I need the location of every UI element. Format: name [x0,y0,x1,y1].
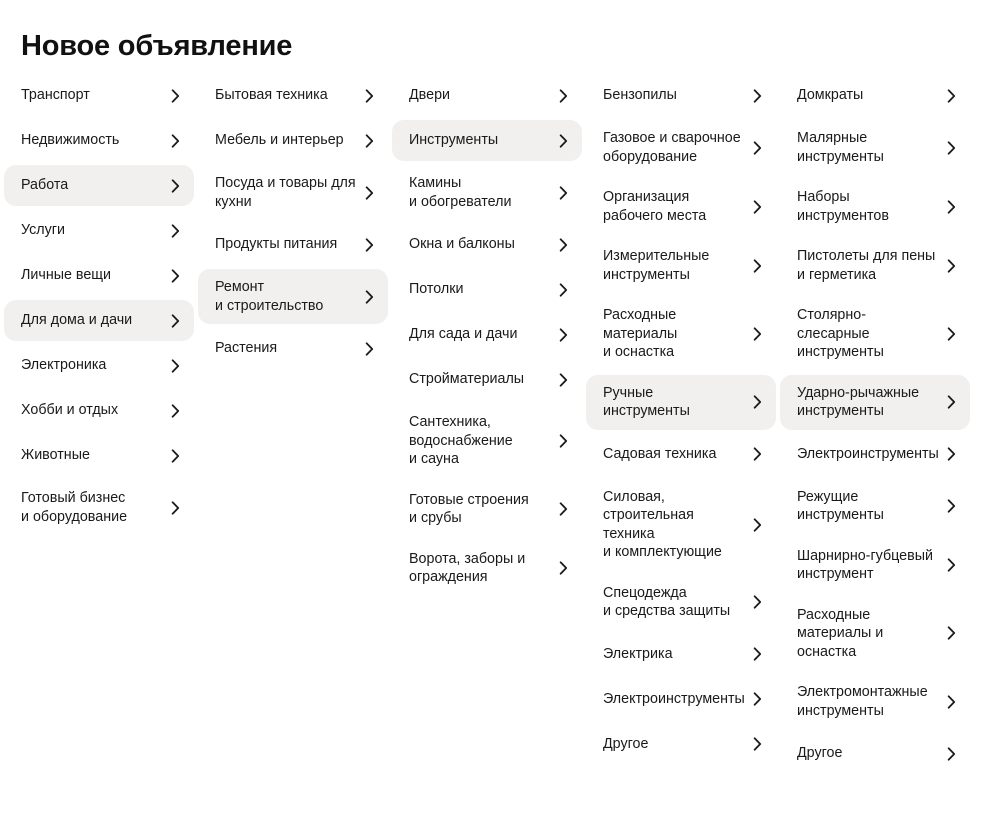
category-item[interactable] [586,679,776,720]
category-item[interactable] [780,674,970,729]
chevron-right-icon [944,259,958,273]
category-item[interactable] [780,597,970,671]
category-item-label: Ворота, заборы и ограждения [409,550,526,585]
page-title: Новое объявление [21,30,293,62]
category-column-2 [198,75,388,778]
chevron-right-icon [944,200,958,214]
chevron-right-icon [362,186,376,200]
category-columns [4,75,970,778]
chevron-right-icon [556,283,570,297]
category-item-label: Расходные материалы и оснастка [797,606,884,660]
category-item[interactable] [586,479,776,571]
category-item[interactable] [586,120,776,175]
category-item-label: Бензопилы [603,87,677,104]
chevron-right-icon [168,404,182,418]
category-item[interactable] [780,75,970,116]
chevron-right-icon [168,501,182,515]
category-item[interactable] [586,634,776,675]
chevron-right-icon [750,395,764,409]
category-item-label: Для дома и дачи [21,312,133,329]
chevron-right-icon [556,328,570,342]
category-item-label: Посуда и товары для кухни [215,175,356,210]
category-item-label: Работа [21,177,69,194]
category-item[interactable] [780,179,970,234]
chevron-right-icon [944,141,958,155]
category-item-label: Недвижимость [21,132,120,149]
chevron-right-icon [945,447,959,461]
category-item[interactable] [392,541,582,596]
category-item[interactable] [198,224,388,265]
chevron-right-icon [168,89,182,103]
category-item-label: Электроника [21,357,107,374]
category-column-4 [586,75,776,778]
chevron-right-icon [750,200,764,214]
category-item-label: Измерительные инструменты [603,248,710,283]
chevron-right-icon [751,692,765,706]
category-item-label: Для сада и дачи [409,326,518,343]
category-item[interactable] [198,120,388,161]
chevron-right-icon [944,327,958,341]
chevron-right-icon [168,269,182,283]
chevron-right-icon [944,89,958,103]
chevron-right-icon [750,595,764,609]
category-item-label: Другое [603,735,649,752]
category-item-label: Пистолеты для пены и герметика [797,248,936,283]
category-item[interactable] [586,179,776,234]
category-item-label: Сантехника, водоснабжение и сауна [409,414,513,467]
category-item[interactable] [586,238,776,293]
category-item[interactable] [4,300,194,341]
category-item-label: Другое [797,745,843,762]
category-item-label: Шарнирно-губцевый инструмент [797,547,933,582]
category-item[interactable] [586,375,776,430]
chevron-right-icon [944,695,958,709]
chevron-right-icon [750,89,764,103]
category-item-label: Окна и балконы [409,236,515,253]
category-item-label: Животные [21,447,90,464]
category-item-label: Хобби и отдых [21,402,119,419]
category-item-label: Столярно-слесарные инструменты [797,307,884,360]
category-item-label: Мебель и интерьер [215,132,344,149]
chevron-right-icon [168,449,182,463]
category-item-label: Ручные инструменты [603,384,690,419]
category-item[interactable] [780,538,970,593]
chevron-right-icon [168,314,182,328]
category-item-label: Потолки [409,281,464,298]
chevron-right-icon [944,626,958,640]
category-item[interactable] [4,75,194,116]
category-item[interactable] [586,434,776,475]
category-item-label: Газовое и сварочное оборудование [603,130,741,165]
category-item[interactable] [4,255,194,296]
category-item[interactable] [392,120,582,161]
chevron-right-icon [556,373,570,387]
category-item-label: Спецодежда и средства защиты [603,584,731,619]
chevron-right-icon [556,561,570,575]
chevron-right-icon [556,502,570,516]
category-item-label: Продукты питания [215,236,338,253]
category-item-label: Электромонтажные инструменты [797,684,928,719]
category-item-label: Личные вещи [21,267,112,284]
chevron-right-icon [556,238,570,252]
category-item[interactable] [392,482,582,537]
category-item[interactable] [392,359,582,400]
chevron-right-icon [944,558,958,572]
category-item-label: Электрика [603,645,673,662]
chevron-right-icon [362,342,376,356]
category-item[interactable] [780,297,970,371]
category-item-label: Транспорт [21,87,90,104]
category-item[interactable] [392,314,582,355]
category-item-label: Ремонт и строительство [215,279,324,314]
category-column-1 [4,75,194,778]
chevron-right-icon [750,647,764,661]
chevron-right-icon [556,89,570,103]
category-item[interactable] [392,75,582,116]
category-item-label: Режущие инструменты [797,488,884,523]
category-item[interactable] [586,75,776,116]
category-item-label: Растения [215,340,278,357]
category-item[interactable] [780,434,970,475]
category-item-label: Малярные инструменты [797,130,884,165]
category-item[interactable] [780,479,970,534]
category-item-label: Готовые строения и срубы [409,491,529,526]
category-item[interactable] [780,733,970,774]
category-item[interactable] [198,165,388,220]
category-item[interactable] [4,345,194,386]
chevron-right-icon [750,141,764,155]
category-item[interactable] [586,575,776,630]
chevron-right-icon [750,518,764,532]
category-item-label: Камины и обогреватели [409,175,512,210]
category-item-label: Садовая техника [603,445,717,462]
category-item-label: Организация рабочего места [603,189,707,224]
category-item-label: Электроинструменты [603,690,745,707]
category-item-label: Услуги [21,222,65,239]
category-item[interactable] [392,165,582,220]
category-item-label: Двери [409,87,451,104]
chevron-right-icon [168,359,182,373]
chevron-right-icon [556,186,570,200]
category-item[interactable] [780,238,970,293]
chevron-right-icon [944,395,958,409]
category-item[interactable] [4,390,194,431]
chevron-right-icon [750,737,764,751]
category-item-label: Расходные материалы и оснастка [603,307,678,360]
category-item[interactable] [198,328,388,369]
chevron-right-icon [168,134,182,148]
category-item[interactable] [4,480,194,535]
category-item-label: Бытовая техника [215,87,328,104]
category-item-label: Стройматериалы [409,371,525,388]
category-item-label: Ударно-рычажные инструменты [797,384,920,419]
category-item[interactable] [392,404,582,478]
chevron-right-icon [750,259,764,273]
chevron-right-icon [944,499,958,513]
chevron-right-icon [362,290,376,304]
category-item-label: Электроинструменты [797,445,939,462]
category-item[interactable] [392,269,582,310]
category-item[interactable] [4,165,194,206]
category-item[interactable] [586,724,776,765]
chevron-right-icon [362,89,376,103]
category-item[interactable] [586,297,776,371]
category-item-label: Наборы инструментов [797,189,889,224]
chevron-right-icon [556,434,570,448]
category-item[interactable] [198,269,388,324]
chevron-right-icon [750,447,764,461]
category-column-3 [392,75,582,778]
chevron-right-icon [362,134,376,148]
chevron-right-icon [556,134,570,148]
category-item[interactable] [780,120,970,175]
category-item[interactable] [392,224,582,265]
category-item-label: Инструменты [409,132,499,149]
category-item-label: Домкраты [797,87,864,104]
category-item[interactable] [4,210,194,251]
chevron-right-icon [168,179,182,193]
chevron-right-icon [944,747,958,761]
category-item-label: Силовая, строительная техника и комплектующие [603,488,722,560]
category-item-label: Готовый бизнес и оборудование [21,490,128,525]
category-item[interactable] [4,120,194,161]
category-item[interactable] [4,435,194,476]
chevron-right-icon [750,327,764,341]
category-column-5 [780,75,970,778]
chevron-right-icon [168,224,182,238]
category-item[interactable] [198,75,388,116]
category-item[interactable] [780,375,970,430]
chevron-right-icon [362,238,376,252]
